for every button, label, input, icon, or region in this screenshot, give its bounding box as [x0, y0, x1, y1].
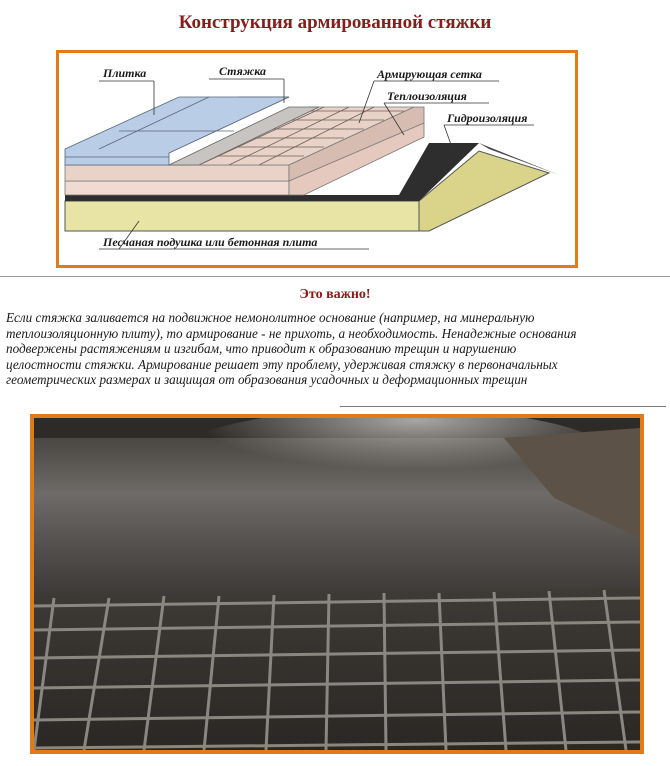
screed-structure-diagram [56, 50, 578, 268]
important-heading: Это важно! [299, 287, 371, 302]
reinforced-screed-photo [30, 414, 644, 754]
text-line: геометрических размерах и защищая от образования усадочных и деформационных трещин [6, 372, 528, 388]
photo-svg [34, 418, 640, 750]
section-divider [0, 276, 670, 277]
label-screed: Стяжка [219, 64, 267, 78]
label-waterproofing: Гидроизоляция [447, 111, 528, 125]
label-tile: Плитка [103, 66, 147, 80]
page-title: Конструкция армированной стяжки [178, 12, 492, 33]
insulation-layer-front [65, 181, 289, 195]
text-line: подвержены растяжениям и изгибам, что приводит к образованию трещин и нарушению [6, 341, 517, 357]
sand-layer-front [65, 201, 419, 231]
label-insulation: Теплоизоляция [387, 89, 467, 103]
text-underline-rule [340, 406, 666, 407]
explanation-text [6, 310, 670, 388]
text-line: целостности стяжки. Армирование решает эту проблему, удерживая стяжку в первоначальных [6, 356, 558, 372]
screed-body-front [65, 165, 289, 181]
label-mesh: Армирующая сетка [377, 67, 482, 81]
text-line: теплоизоляционную плиту), то армирование - не прихоть, а необходимость. Ненадежные основания [6, 325, 577, 341]
label-base: Песчаная подушка или бетонная плита [103, 235, 318, 249]
gravel-base [34, 588, 640, 750]
text-line: Если стяжка заливается на подвижное немонолитное основание (например, на минеральную [6, 310, 535, 325]
diagram-svg [59, 53, 575, 265]
